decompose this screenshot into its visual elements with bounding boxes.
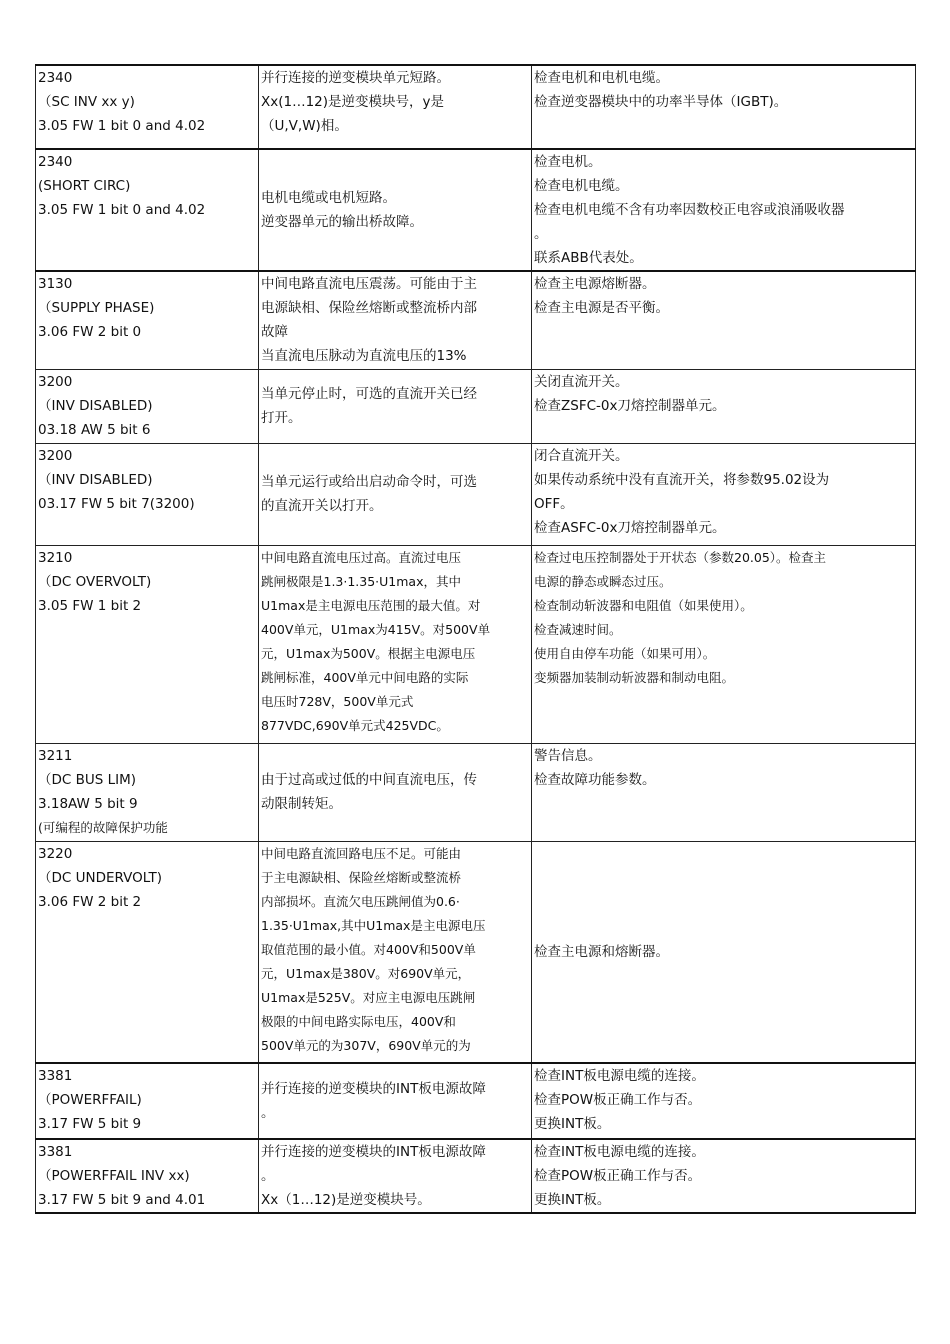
action-line: 关闭直流开关。 [534, 373, 629, 390]
cause-line: 中间电路直流电压过高。直流过电压 [261, 549, 462, 565]
fault-name: （DC UNDERVOLT) [38, 869, 162, 886]
action-cell [532, 841, 916, 1063]
fault-code: 3381 [38, 1144, 73, 1160]
fault-bit: 3.05 FW 1 bit 0 and 4.02 [38, 118, 206, 134]
cause-cell [259, 1139, 532, 1213]
action-line: 更换INT板。 [534, 1192, 611, 1208]
fault-code-cell [36, 149, 259, 271]
cause-line: 1.35·U1max,其中U1max是主电源电压 [261, 917, 486, 933]
cause-cell [259, 743, 532, 841]
cause-line: 的直流开关以打开。 [261, 498, 383, 514]
action-line: 检查主电源熔断器。 [534, 276, 656, 292]
fault-bit: 3.17 FW 5 bit 9 and 4.01 [38, 1192, 206, 1208]
fault-name: （POWERFFAIL INV xx) [38, 1168, 190, 1184]
fault-code: 2340 [38, 70, 73, 86]
action-line: 警告信息。 [534, 747, 602, 764]
fault-code: 3381 [38, 1068, 73, 1084]
cause-cell [259, 271, 532, 369]
table-row [36, 841, 916, 1063]
action-cell [532, 443, 916, 545]
cause-cell [259, 545, 532, 743]
cause-line: 电机电缆或电机短路。 [261, 190, 396, 206]
action-cell [532, 271, 916, 369]
action-line: 。 [534, 226, 548, 242]
cause-line: 877VDC,690V单元式425VDC。 [261, 717, 449, 733]
fault-code-table [35, 64, 916, 1214]
fault-code-cell [36, 1063, 259, 1139]
action-line: 检查INT板电源电缆的连接。 [534, 1144, 705, 1160]
cause-cell [259, 443, 532, 545]
cause-line: （U,V,W)相。 [261, 118, 348, 134]
cause-line: Xx(1…12)是逆变模块号，y是 [261, 94, 445, 110]
fault-bit: 03.17 FW 5 bit 7(3200) [38, 495, 195, 512]
fault-name: （SC INV xx y) [38, 94, 135, 110]
table-row [36, 65, 916, 149]
cause-line: Xx（1…12)是逆变模块号。 [261, 1192, 431, 1208]
fault-code-cell [36, 545, 259, 743]
cause-line: 由于过高或过低的中间直流电压，传 [261, 772, 477, 788]
cause-line: 并行连接的逆变模块单元短路。 [261, 70, 450, 86]
cause-cell [259, 841, 532, 1063]
cause-line: 。 [261, 1105, 275, 1121]
action-line: 联系ABB代表处。 [534, 250, 643, 266]
fault-name: (SHORT CIRC) [38, 178, 131, 194]
action-cell [532, 149, 916, 271]
cause-line: 中间电路直流回路电压不足。可能由 [261, 845, 462, 861]
table-row [36, 545, 916, 743]
action-line: 电源的静态或瞬态过压。 [534, 573, 672, 589]
fault-name: （DC BUS LIM) [38, 771, 137, 788]
fault-code-cell [36, 65, 259, 149]
cause-line: 逆变器单元的输出桥故障。 [261, 214, 423, 230]
cause-line: U1max是主电源电压范围的最大值。对 [261, 597, 481, 613]
fault-code-cell [36, 271, 259, 369]
fault-code-cell [36, 841, 259, 1063]
fault-bit: 3.06 FW 2 bit 2 [38, 893, 142, 910]
cause-line: 故障 [261, 324, 288, 340]
fault-bit: 3.06 FW 2 bit 0 [38, 324, 142, 340]
fault-code-cell [36, 443, 259, 545]
action-line: 检查故障功能参数。 [534, 771, 656, 788]
action-line: 检查POW板正确工作与否。 [534, 1092, 702, 1108]
action-line: 检查过电压控制器处于开状态（参数20.05）。检查主 [534, 549, 827, 565]
table-row [36, 743, 916, 841]
cause-line: 。 [261, 1168, 275, 1184]
cause-line: 中间电路直流电压震荡。可能由于主 [261, 276, 477, 292]
cause-line: 取值范围的最小值。对400V和500V单 [261, 941, 476, 957]
cause-line: 当单元停止时，可选的直流开关已经 [261, 386, 477, 402]
fault-bit: 3.18AW 5 bit 9 [38, 795, 138, 812]
fault-bit: 3.05 FW 1 bit 0 and 4.02 [38, 202, 206, 218]
fault-code: 2340 [38, 154, 73, 170]
action-line: 检查逆变器模块中的功率半导体（IGBT)。 [534, 94, 788, 110]
cause-line: 跳闸标准，400V单元中间电路的实际 [261, 669, 469, 685]
cause-line: 并行连接的逆变模块的INT板电源故障 [261, 1144, 486, 1160]
action-line: 检查INT板电源电缆的连接。 [534, 1068, 705, 1084]
action-line: 检查电机电缆。 [534, 178, 629, 194]
cause-line: 内部损坏。直流欠电压跳闸值为0.6· [261, 893, 460, 909]
fault-bit: 3.05 FW 1 bit 2 [38, 597, 142, 614]
fault-code-cell [36, 743, 259, 841]
cause-cell [259, 1063, 532, 1139]
fault-bit: 03.18 AW 5 bit 6 [38, 421, 151, 438]
cause-line: 元，U1max是380V。对690V单元， [261, 965, 471, 981]
action-line: 检查电机和电机电缆。 [534, 70, 669, 86]
cause-line: U1max是525V。对应主电源电压跳闸 [261, 989, 476, 1005]
fault-note: (可编程的故障保护功能 [38, 819, 168, 835]
action-line: 如果传动系统中没有直流开关，将参数95.02设为 [534, 471, 830, 488]
fault-code: 3200 [38, 447, 73, 464]
fault-name: （INV DISABLED) [38, 397, 153, 414]
cause-line: 500V单元的为307V，690V单元的为 [261, 1037, 471, 1053]
cause-cell [259, 369, 532, 443]
action-line: 检查电机电缆不含有功率因数校正电容或浪涌吸收器 [534, 202, 845, 218]
cause-line: 跳闸极限是1.3·1.35·U1max，其中 [261, 573, 461, 589]
action-cell [532, 743, 916, 841]
action-line: 变频器加装制动斩波器和制动电阻。 [534, 669, 735, 685]
fault-code: 3200 [38, 373, 73, 390]
action-line: 闭合直流开关。 [534, 447, 629, 464]
fault-code: 3211 [38, 747, 73, 764]
action-line: 检查制动斩波器和电阻值（如果使用）。 [534, 597, 753, 613]
action-cell [532, 65, 916, 149]
action-cell [532, 1139, 916, 1213]
fault-name: （POWERFFAIL) [38, 1092, 142, 1108]
action-line: 检查减速时间。 [534, 621, 622, 637]
cause-line: 当直流电压脉动为直流电压的13% [261, 348, 467, 364]
fault-name: （SUPPLY PHASE) [38, 300, 155, 316]
cause-line: 动限制转矩。 [261, 796, 342, 812]
cause-line: 400V单元，U1max为415V。对500V单 [261, 621, 491, 637]
action-cell [532, 1063, 916, 1139]
fault-code-cell [36, 369, 259, 443]
action-line: 使用自由停车功能（如果可用）。 [534, 645, 716, 661]
fault-bit: 3.17 FW 5 bit 9 [38, 1116, 142, 1132]
action-line: OFF。 [534, 495, 574, 512]
table-row [36, 149, 916, 271]
cause-line: 极限的中间电路实际电压，400V和 [261, 1013, 456, 1029]
cause-line: 于主电源缺相、保险丝熔断或整流桥 [261, 869, 462, 885]
cause-line: 电源缺相、保险丝熔断或整流桥内部 [261, 300, 477, 316]
table-row [36, 443, 916, 545]
fault-name: （INV DISABLED) [38, 471, 153, 488]
cause-line: 元，U1max为500V。根据主电源电压 [261, 645, 476, 661]
cause-cell [259, 65, 532, 149]
fault-code: 3210 [38, 549, 73, 566]
table-row [36, 1139, 916, 1213]
table-row [36, 1063, 916, 1139]
table-row [36, 271, 916, 369]
cause-cell [259, 149, 532, 271]
action-cell [532, 545, 916, 743]
fault-code: 3220 [38, 845, 73, 862]
fault-code: 3130 [38, 276, 73, 292]
action-line: 检查POW板正确工作与否。 [534, 1168, 702, 1184]
action-line: 更换INT板。 [534, 1116, 611, 1132]
cause-line: 打开。 [261, 410, 302, 426]
action-line: 检查主电源是否平衡。 [534, 300, 669, 316]
table-row [36, 369, 916, 443]
cause-line: 当单元运行或给出启动命令时，可选 [261, 474, 477, 490]
action-line: 检查主电源和熔断器。 [534, 943, 669, 960]
action-cell [532, 369, 916, 443]
action-line: 检查ASFC-0x刀熔控制器单元。 [534, 519, 726, 536]
fault-code-cell [36, 1139, 259, 1213]
action-line: 检查电机。 [534, 154, 602, 170]
cause-line: 并行连接的逆变模块的INT板电源故障 [261, 1081, 486, 1097]
fault-name: （DC OVERVOLT) [38, 573, 152, 590]
cause-line: 电压时728V，500V单元式 [261, 693, 414, 709]
action-line: 检查ZSFC-0x刀熔控制器单元。 [534, 397, 726, 414]
